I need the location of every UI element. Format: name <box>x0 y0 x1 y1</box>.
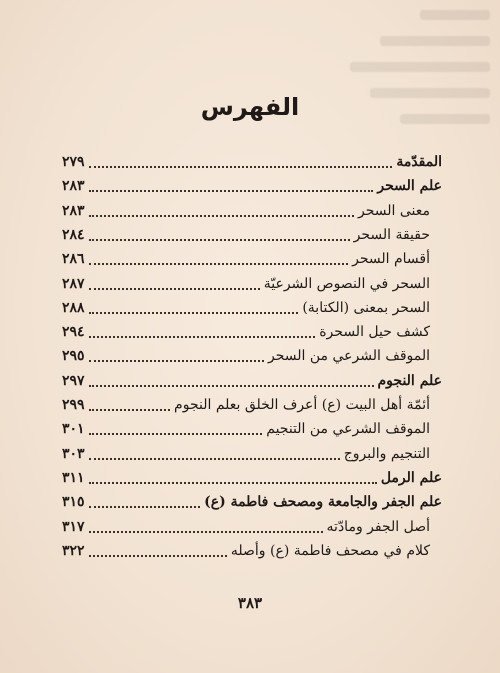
toc-entry-page: ٢٧٩ <box>62 154 85 170</box>
dot-leader <box>89 288 260 290</box>
toc-entry-page: ٢٩٧ <box>62 372 85 389</box>
toc-entry <box>62 174 442 198</box>
dot-leader <box>89 312 299 314</box>
dot-leader <box>89 360 264 362</box>
dot-leader <box>89 385 374 387</box>
toc-entry <box>62 320 442 344</box>
dot-leader <box>89 190 374 192</box>
dot-leader <box>89 239 350 241</box>
toc-entry-page: ٢٩٤ <box>62 324 85 341</box>
toc-entry-page: ٢٨٧ <box>62 275 85 292</box>
toc-entry <box>62 344 442 368</box>
toc-entry-title: علم الرمل <box>380 469 442 486</box>
toc-entry <box>62 369 442 393</box>
toc-entry-title: المقدّمة <box>396 154 442 170</box>
dot-leader <box>89 506 201 508</box>
toc-entry-page: ٣١٥ <box>62 494 85 511</box>
dot-leader <box>89 215 354 217</box>
toc-entry-page: ٢٩٩ <box>62 397 85 413</box>
toc-entry <box>62 223 442 247</box>
toc-entry-page: ٣٠١ <box>62 421 85 438</box>
toc-entry <box>62 539 442 563</box>
toc-entry <box>62 296 442 320</box>
toc-entry-page: ٢٨٣ <box>62 202 85 219</box>
bleed-through-text <box>250 0 490 150</box>
dot-leader <box>89 531 323 533</box>
toc-entry <box>62 515 442 539</box>
toc-entry-page: ٣١٧ <box>62 518 85 535</box>
toc-entry-title: التنجيم والبروج <box>343 445 430 462</box>
toc-entry-page: ٣٢٢ <box>62 542 85 559</box>
toc-entry <box>62 247 442 271</box>
toc-entry <box>62 199 442 223</box>
toc-entry-page: ٢٨٤ <box>62 226 85 243</box>
dot-leader <box>89 336 316 338</box>
toc-entry-title: كشف حيل السحرة <box>319 324 430 341</box>
dot-leader <box>89 433 263 435</box>
toc-entry-title: علم النجوم <box>377 372 442 389</box>
dot-leader <box>89 166 393 168</box>
toc-entry-title: السحر في النصوص الشرعيّة <box>263 275 430 292</box>
toc-entry-page: ٣١١ <box>62 469 85 486</box>
dot-leader <box>89 263 349 265</box>
page-number: ٣٨٣ <box>237 594 263 612</box>
toc-entry-title: الموقف الشرعي من السحر <box>268 348 430 365</box>
toc-entry-page: ٢٨٣ <box>62 178 85 195</box>
dot-leader <box>89 409 170 411</box>
toc-entry-page: ٢٩٥ <box>62 348 85 365</box>
page-title: الفهرس <box>200 93 300 121</box>
toc-entry-title: أصل الجفر ومادّته <box>326 518 430 535</box>
toc-entry <box>62 466 442 490</box>
toc-entry-title: حقيقة السحر <box>353 226 430 243</box>
toc-entry-title: أقسام السحر <box>352 251 430 268</box>
toc-entry-title: معنى السحر <box>357 202 430 219</box>
toc-entry-title: كلام في مصحف فاطمة (ع) وأصله <box>230 542 430 559</box>
toc-entry-title: الموقف الشرعي من التنجيم <box>266 421 430 438</box>
toc-entry <box>62 150 442 174</box>
toc-entry-title: علم السحر <box>377 178 442 195</box>
toc-entry-title: السحر بمعنى (الكتابة) <box>302 299 430 316</box>
toc-entry-page: ٣٠٣ <box>62 445 85 462</box>
toc-entry <box>62 272 442 296</box>
toc-entry-title: علم الجفر والجامعة ومصحف فاطمة (ع) <box>204 494 442 511</box>
toc-entry-title: أئمّة أهل البيت (ع) أعرف الخلق بعلم النجوم <box>174 397 430 413</box>
toc-entry <box>62 417 442 441</box>
toc-entry-page: ٢٨٨ <box>62 299 85 316</box>
toc-entry <box>62 442 442 466</box>
dot-leader <box>89 555 227 557</box>
toc-entry-page: ٢٨٦ <box>62 251 85 268</box>
toc-entry <box>62 490 442 514</box>
dot-leader <box>89 458 340 460</box>
toc-entry <box>62 393 442 417</box>
dot-leader <box>89 482 377 484</box>
